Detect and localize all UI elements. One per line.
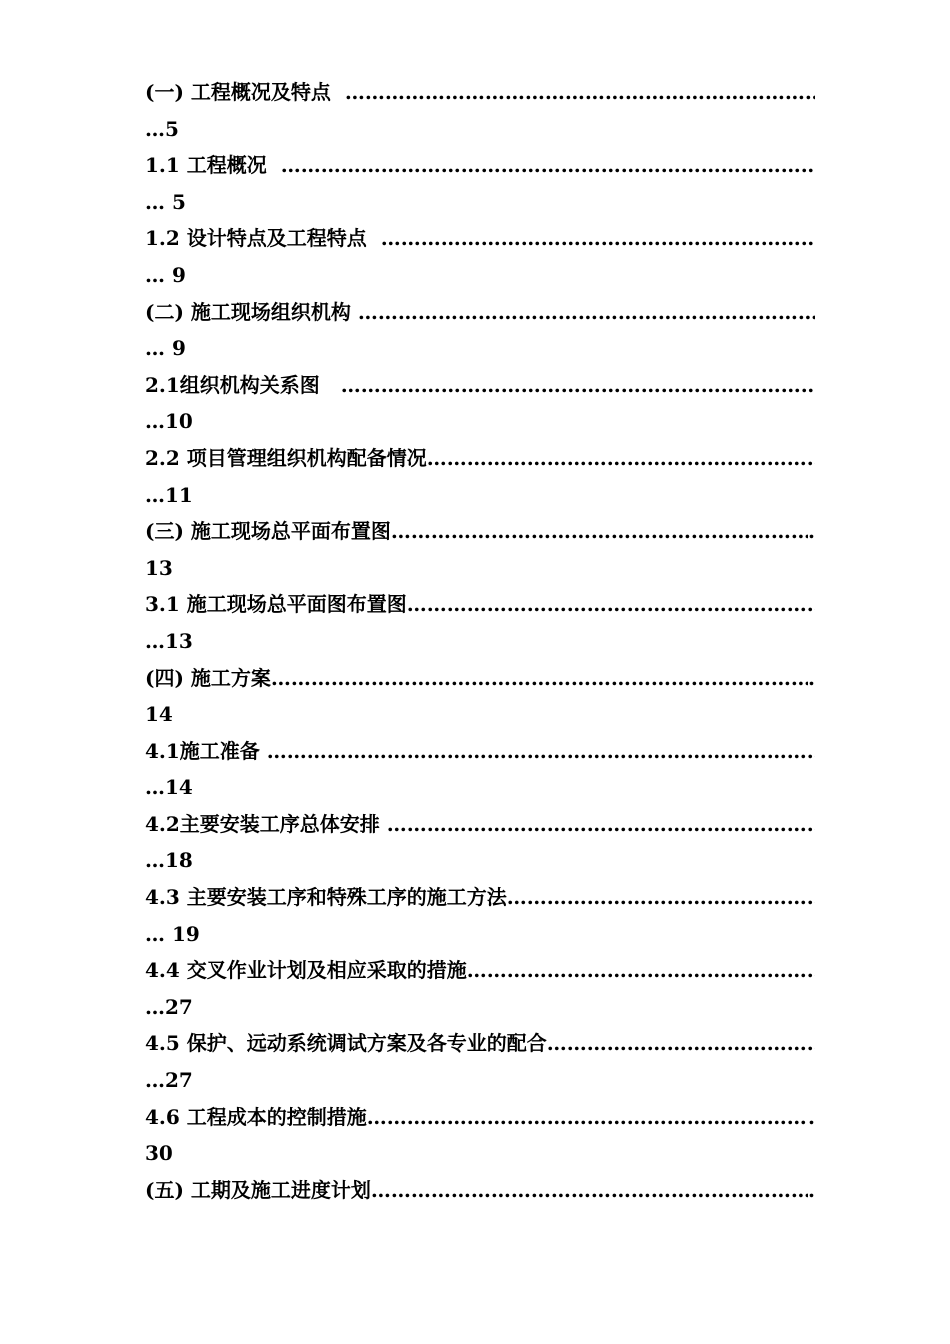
toc-entry-title: 2.2 项目管理组织机构配备情况 [145, 445, 427, 470]
toc-leader-dots [467, 952, 815, 989]
toc-entry-title: (三) 施工现场总平面布置图 [145, 519, 391, 544]
toc-entry-title: (四) 施工方案 [145, 665, 271, 690]
toc-entry[interactable] [145, 440, 815, 477]
toc-entry-title: 4.2主要安装工序总体安排 [145, 811, 380, 836]
toc-entry-title: 4.4 交叉作业计划及相应采取的措施 [145, 958, 467, 983]
toc-entry[interactable] [145, 294, 815, 331]
toc-entry[interactable] [145, 367, 815, 404]
toc-leader-dots [358, 294, 815, 331]
toc-entry-page: … 19 [145, 921, 200, 946]
toc-leader-dots [345, 74, 815, 111]
toc-entry[interactable] [145, 733, 815, 770]
toc-entry[interactable]: (三) 施工现场总平面布置图 …………………………………………………………………………………………………………………………………………………… . [145, 513, 815, 550]
toc-leader-dots [547, 1025, 815, 1062]
toc-entry-page: 30 [145, 1141, 173, 1166]
toc-entry-page: 14 [145, 702, 173, 727]
toc-leader-dots [271, 660, 808, 697]
toc-entry[interactable] [145, 147, 815, 184]
toc-leader-dots [281, 147, 815, 184]
toc-entry-page: 13 [145, 555, 173, 580]
toc-entry[interactable]: (五) 工期及施工进度计划 …………………………………………………………………………………………………………………………………………………… . [145, 1172, 815, 1209]
toc-entry-page: …27 [145, 1068, 193, 1093]
toc-entry-title: 4.6 工程成本的控制措施 [145, 1104, 367, 1129]
toc-entry-page: … 9 [145, 262, 186, 287]
toc-leader-dots [387, 806, 815, 843]
toc-entry[interactable] [145, 1025, 815, 1062]
toc-entry[interactable] [145, 586, 815, 623]
toc-entry-page: …13 [145, 628, 193, 653]
toc-entry-title: 4.1施工准备 [145, 738, 260, 763]
toc-entry-title: (一) 工程概况及特点 [145, 80, 331, 104]
toc-entry[interactable] [145, 879, 815, 916]
toc-entry[interactable]: (四) 施工方案 …………………………………………………………………………………………………………………………………………………… . [145, 660, 815, 697]
toc-leader-dots [427, 440, 815, 477]
toc-entry-page: … 9 [145, 336, 186, 361]
toc-entry-title: (五) 工期及施工进度计划 [145, 1177, 371, 1202]
toc-entry-page: …18 [145, 848, 193, 873]
toc-entry[interactable] [145, 220, 815, 257]
toc-entry-page: …14 [145, 775, 193, 800]
toc-leader-dots [367, 1099, 808, 1136]
toc-leader-dots [507, 879, 815, 916]
toc-leader-dots [391, 513, 808, 550]
toc-entry-title: 1.2 设计特点及工程特点 [145, 226, 367, 251]
toc-leader-dots [267, 733, 815, 770]
toc-entry-page: …11 [145, 482, 193, 507]
toc-entry-title: (二) 施工现场组织机构 [145, 299, 351, 324]
toc-entry-title: 2.1组织机构关系图 [145, 372, 320, 397]
toc-entry-title: 3.1 施工现场总平面图布置图 [145, 592, 407, 617]
toc-entry[interactable] [145, 952, 815, 989]
toc-leader-dots [341, 367, 815, 404]
toc-entry-page: …10 [145, 409, 193, 434]
toc-entry[interactable]: 4.6 工程成本的控制措施 …………………………………………………………………………………………………………………………………………………… . [145, 1099, 815, 1136]
toc-entry[interactable] [145, 806, 815, 843]
toc-entry-title: 1.1 工程概况 [145, 153, 267, 178]
toc-leader-dots [371, 1172, 808, 1209]
table-of-contents [145, 74, 815, 1208]
toc-entry-page: …5 [145, 116, 179, 141]
toc-entry-title: 4.3 主要安装工序和特殊工序的施工方法 [145, 885, 507, 910]
toc-leader-dots [381, 220, 815, 257]
toc-entry-page: …27 [145, 994, 193, 1019]
toc-entry[interactable] [145, 74, 815, 111]
toc-entry-title: 4.5 保护、远动系统调试方案及各专业的配合 [145, 1031, 547, 1056]
toc-entry-page: … 5 [145, 189, 186, 214]
toc-leader-dots [407, 586, 815, 623]
